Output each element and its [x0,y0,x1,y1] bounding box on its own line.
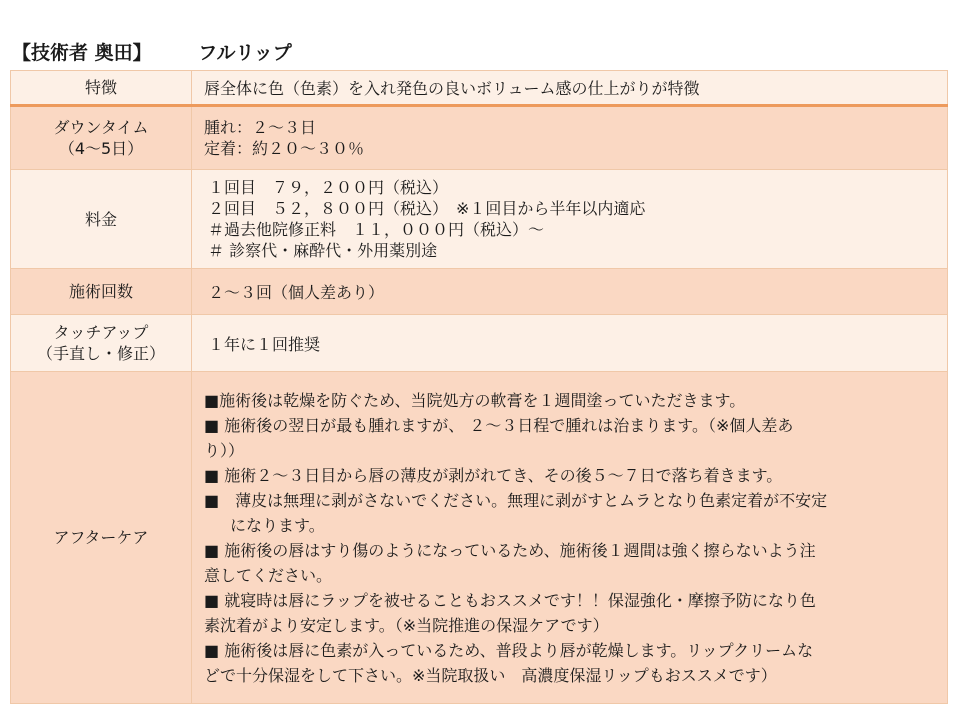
aftercare-line: 意してください。 [204,565,333,585]
touchup-value-text: １年に１回推奨 [208,334,321,354]
table-row-feature [11,71,948,106]
table-row-price [11,170,948,269]
table-row-aftercare [11,372,948,704]
aftercare-line: ■ 就寝時は唇にラップを被せることもおススメです！！保湿強化・摩擦予防になり色 [204,590,816,610]
count-value-text: ２～３回（個人差あり） [208,283,385,302]
aftercare-line: ■ 施術後の翌日が最も腫れますが、 ２～３日程で腫れは治まります。（※個人差あ [204,415,794,435]
menu-name: フルリップ [198,42,292,64]
table-row-downtime [11,106,948,170]
aftercare-line: 素沈着がより安定します。（※当院推進の保湿ケアです） [204,615,609,635]
aftercare-line: ■ 施術後の唇はすり傷のようになっているため、施術後１週間は強く擦らないよう注 [204,540,816,560]
price-value [192,170,948,269]
page-title [12,40,292,66]
touchup-label-line1: タッチアップ [53,323,149,342]
downtime-label-line1: ダウンタイム [53,118,149,137]
price-label: 料金 [11,170,192,269]
aftercare-line: どで十分保湿をして下さい。※当院取扱い 高濃度保湿リップもおススメです） [204,665,777,685]
author-name: 【技術者 奥田】 [12,42,152,64]
count-value [192,269,948,315]
touchup-label [11,315,192,372]
aftercare-line: になります。 [230,515,325,535]
aftercare-line: り）） [204,440,245,460]
treatment-table [10,70,948,704]
price-line-1: １回目 ７９，２００円（税込） [208,178,449,197]
downtime-label [11,106,192,170]
price-line-4: ＃ 診察代・麻酔代・外用薬別途 [208,241,438,260]
table-row-count [11,269,948,315]
touchup-value [192,315,948,372]
aftercare-value [192,372,948,704]
downtime-fixation: 定着：約２０～３０％ [204,139,365,158]
price-line-3: ＃過去他院修正料 １１，０００円（税込）～ [208,220,545,239]
downtime-swelling: 腫れ：２～３日 [204,118,317,137]
downtime-value [192,106,948,170]
aftercare-line: ■ 施術２～３日目から唇の薄皮が剥がれてき、その後５～７日で落ち着きます。 [204,465,783,485]
downtime-label-line2: （4～5日） [58,139,144,158]
price-line-2: ２回目 ５２，８００円（税込） ※１回目から半年以内適応 [208,199,646,218]
feature-label: 特徴 [11,71,192,106]
aftercare-label: アフターケア [11,372,192,704]
aftercare-line: ■ 薄皮は無理に剥がさないでください。無理に剥がすとムラとなり色素定着が不安定 [204,490,828,510]
count-label: 施術回数 [11,269,192,315]
aftercare-line: ■ 施術後は唇に色素が入っているため、普段より唇が乾燥します。リップクリームな [204,640,814,660]
feature-value: 唇全体に色（色素）を入れ発色の良いボリューム感の仕上がりが特徴 [192,71,948,106]
touchup-label-line2: （手直し・修正） [36,344,165,363]
aftercare-line: ■施術後は乾燥を防ぐため、当院処方の軟膏を１週間塗っていただきます。 [204,390,746,410]
table-row-touchup [11,315,948,372]
